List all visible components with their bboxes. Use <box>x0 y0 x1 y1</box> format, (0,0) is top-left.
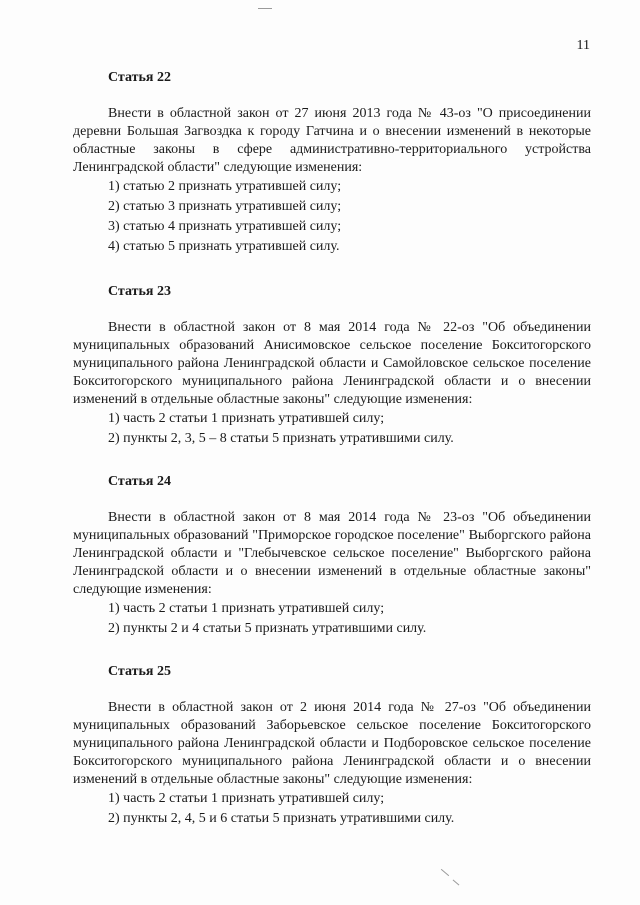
list-item: 2) пункты 2 и 4 статьи 5 признать утратившими силу. <box>108 621 427 636</box>
article-items <box>108 177 591 257</box>
list-item: 2) статью 3 признать утратившей силу; <box>108 199 342 214</box>
article-intro: Внести в областной закон от 8 мая 2014 года № 23-оз "Об объединении муниципальных образований "Приморское городское поселение" Выборгского района Ленинградской области и "Глебычевское сельское поселение" Выборгского района Ленинградской области и о внесении изменений в отдельные областные законы" следующие изменения: <box>73 510 591 597</box>
article-23 <box>73 282 591 449</box>
article-intro: Внести в областной закон от 8 мая 2014 года № 22-оз "Об объединении муниципальных образований Анисимовское сельское поселение Бокситогорского муниципального района Ленинградской области и Самойловское сельское поселение Бокситогорского муниципального района Ленинградской области и о внесении изменений в отдельные областные законы" следующие изменения: <box>73 320 591 407</box>
scan-artifact <box>258 8 272 9</box>
list-item: 4) статью 5 признать утратившей силу. <box>108 239 340 254</box>
article-items <box>108 409 591 449</box>
article-items <box>108 789 591 829</box>
list-item: 1) часть 2 статьи 1 признать утратившей силу; <box>108 791 385 806</box>
document-body <box>73 68 591 829</box>
list-item: 2) пункты 2, 3, 5 – 8 статьи 5 признать утратившими силу. <box>108 431 454 446</box>
list-item: 1) часть 2 статьи 1 признать утратившей силу; <box>108 411 385 426</box>
article-title: Статья 23 <box>108 284 171 299</box>
article-intro: Внести в областной закон от 27 июня 2013 года № 43-оз "О присоединении деревни Большая Загвоздка к городу Гатчина и о внесении изменений в некоторые областные законы в сфере административно-территориального устройства Ленинградской области" следующие изменения: <box>73 106 591 175</box>
article-25 <box>73 662 591 829</box>
article-title: Статья 25 <box>108 664 171 679</box>
page-number: 11 <box>576 38 590 53</box>
article-intro: Внести в областной закон от 2 июня 2014 года № 27-оз "Об объединении муниципальных образований Заборьевское сельское поселение Бокситогорского муниципального района Ленинградской области и Подборовское сельское поселение Бокситогорского муниципального района Ленинградской области и о внесении изменений в отдельные областные законы" следующие изменения: <box>73 700 591 787</box>
scan-artifact <box>441 869 449 876</box>
article-22 <box>73 68 591 257</box>
article-24 <box>73 472 591 639</box>
scan-artifact <box>453 880 460 886</box>
list-item: 1) часть 2 статьи 1 признать утратившей силу; <box>108 601 385 616</box>
list-item: 2) пункты 2, 4, 5 и 6 статьи 5 признать утратившими силу. <box>108 811 455 826</box>
list-item: 1) статью 2 признать утратившей силу; <box>108 179 342 194</box>
list-item: 3) статью 4 признать утратившей силу; <box>108 219 342 234</box>
article-items <box>108 599 591 639</box>
article-title: Статья 24 <box>108 474 171 489</box>
article-title: Статья 22 <box>108 70 171 85</box>
